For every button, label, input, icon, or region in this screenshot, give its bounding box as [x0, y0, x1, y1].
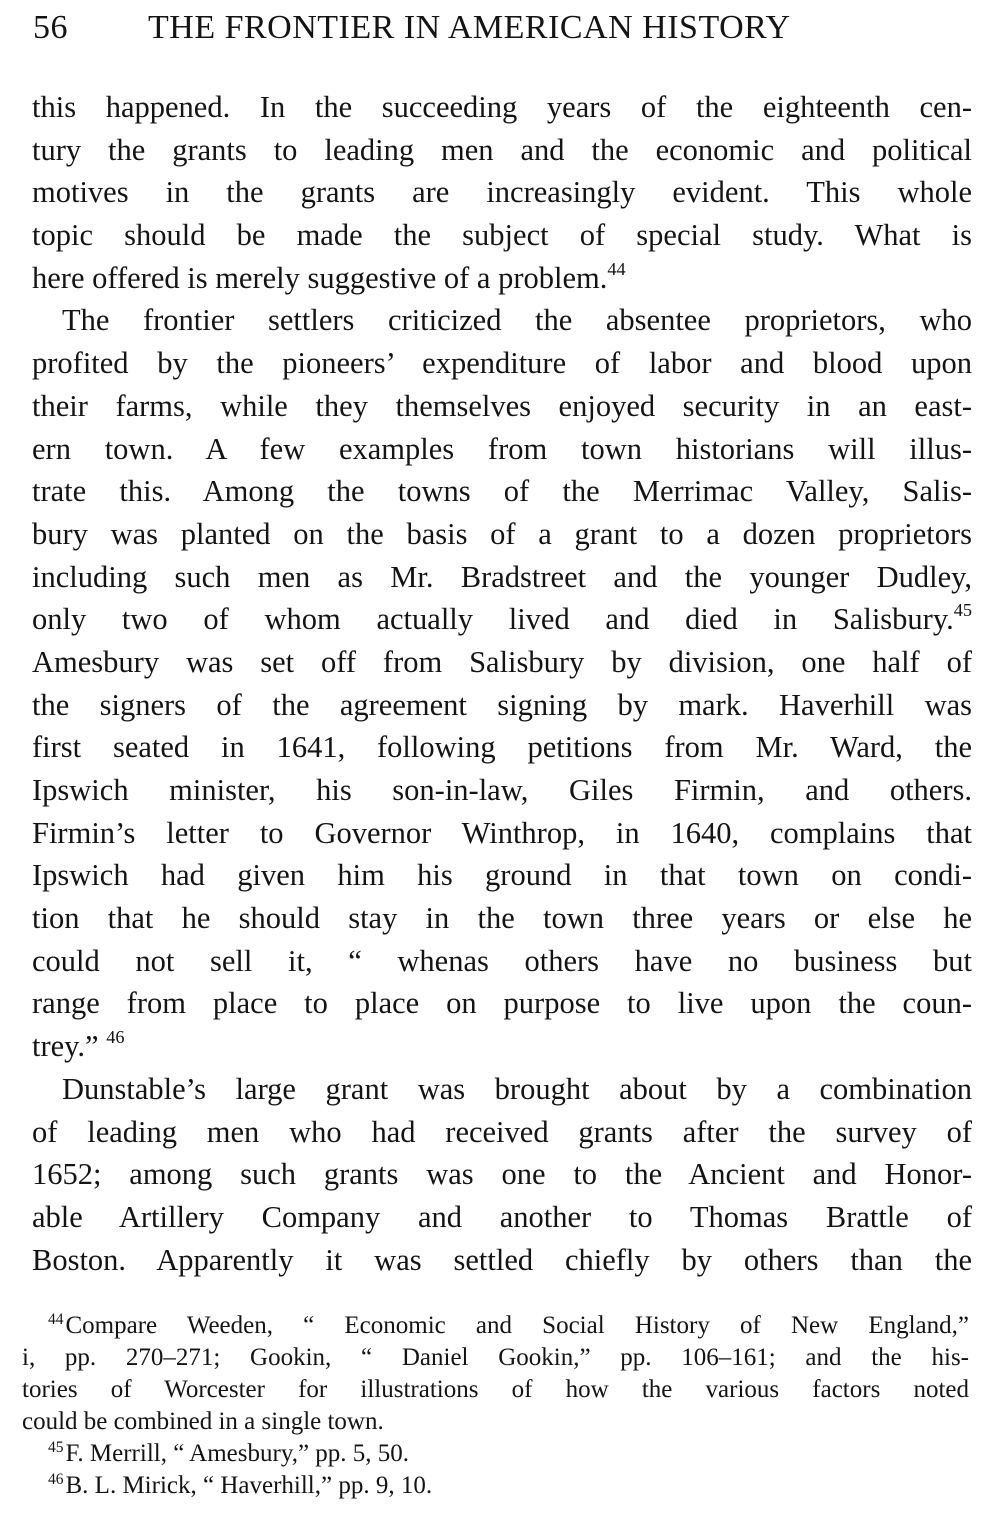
text-line: motives in the grants are increasingly evident. This whole — [32, 175, 972, 210]
text-line: ern town. A few examples from town historians will illus- — [32, 431, 972, 466]
text-line: only two of whom actually lived and died in Salisbury.$^{45}$ — [32, 600, 972, 637]
text-line: could not sell it, “ whenas others have no business but — [32, 943, 972, 978]
text-line: Boston. Apparently it was settled chiefly by others than the — [32, 1242, 972, 1277]
footnote-line: i, pp. 270–271; Gookin, “ Daniel Gookin,” pp. 106–161; and the his- — [22, 1344, 969, 1371]
footnote-line: $^{45}$F. Merrill, “ Amesbury,” pp. 5, 50. — [48, 1439, 410, 1467]
body-text — [32, 86, 972, 1281]
text-line: range from place to place on purpose to live upon the coun- — [32, 986, 972, 1021]
text-line: Amesbury was set off from Salisbury by division, one half of — [32, 644, 972, 679]
footnote-marker: 44 — [48, 1311, 64, 1329]
footnote-ref: 44 — [607, 258, 626, 279]
paragraph — [32, 86, 972, 299]
footnote-ref: 46 — [106, 1027, 125, 1048]
text-line: profited by the pioneers’ expenditure of labor and blood upon — [32, 346, 972, 381]
footnote-line: $^{44}$Compare Weeden, “ Economic and Social History of New England,” — [48, 1311, 969, 1339]
text-line: Ipswich minister, his son-in-law, Giles Firmin, and others. — [32, 773, 972, 807]
footnote-ref: 45 — [953, 600, 972, 621]
footnote-line: $^{46}$B. L. Mirick, “ Haverhill,” pp. 9, 10. — [48, 1471, 433, 1499]
footnote-marker: 45 — [48, 1439, 64, 1457]
paragraph — [32, 1068, 972, 1281]
text-line: including such men as Mr. Bradstreet and the younger Dudley, — [32, 559, 972, 594]
text-line: topic should be made the subject of special study. What is — [32, 218, 972, 253]
page-number: 56 — [33, 9, 68, 46]
footnote — [22, 1310, 969, 1438]
text-line: the signers of the agreement signing by mark. Haverhill was — [32, 687, 972, 722]
running-head: THE FRONTIER IN AMERICAN HISTORY — [148, 9, 791, 46]
text-line: The frontier settlers criticized the absentee proprietors, who — [62, 303, 972, 338]
footnote — [22, 1438, 969, 1470]
text-line: Firmin’s letter to Governor Winthrop, in 1640, complains that — [32, 815, 972, 850]
footnotes — [22, 1310, 969, 1502]
footnote-line: tories of Worcester for illustrations of how the various factors noted — [22, 1376, 969, 1403]
text-line: their farms, while they themselves enjoyed security in an east- — [32, 388, 972, 423]
text-line: here offered is merely suggestive of a problem.$^{44}$ — [32, 258, 626, 295]
text-line: tury the grants to leading men and the economic and political — [32, 132, 972, 167]
text-line: Ipswich had given him his ground in that town on condi- — [32, 858, 972, 893]
text-line: able Artillery Company and another to Thomas Brattle of — [32, 1199, 972, 1234]
page-header — [33, 6, 973, 50]
text-line: trate this. Among the towns of the Merrimac Valley, Salis- — [32, 474, 972, 509]
text-line: this happened. In the succeeding years of the eighteenth cen- — [32, 90, 972, 124]
footnote-line: could be combined in a single town. — [22, 1408, 384, 1435]
text-line: of leading men who had received grants after the survey of — [32, 1114, 972, 1149]
footnote-marker: 46 — [48, 1471, 64, 1489]
text-line: first seated in 1641, following petitions from Mr. Ward, the — [32, 730, 972, 765]
text-line: tion that he should stay in the town three years or else he — [32, 901, 972, 936]
text-line: Dunstable’s large grant was brought about by a combination — [62, 1071, 972, 1106]
text-line: 1652; among such grants was one to the Ancient and Honor- — [32, 1157, 972, 1192]
footnote — [22, 1470, 969, 1502]
paragraph — [32, 299, 972, 1067]
text-line: bury was planted on the basis of a grant to a dozen proprietors — [32, 516, 972, 551]
text-line: trey.” $^{46}$ — [32, 1027, 125, 1064]
